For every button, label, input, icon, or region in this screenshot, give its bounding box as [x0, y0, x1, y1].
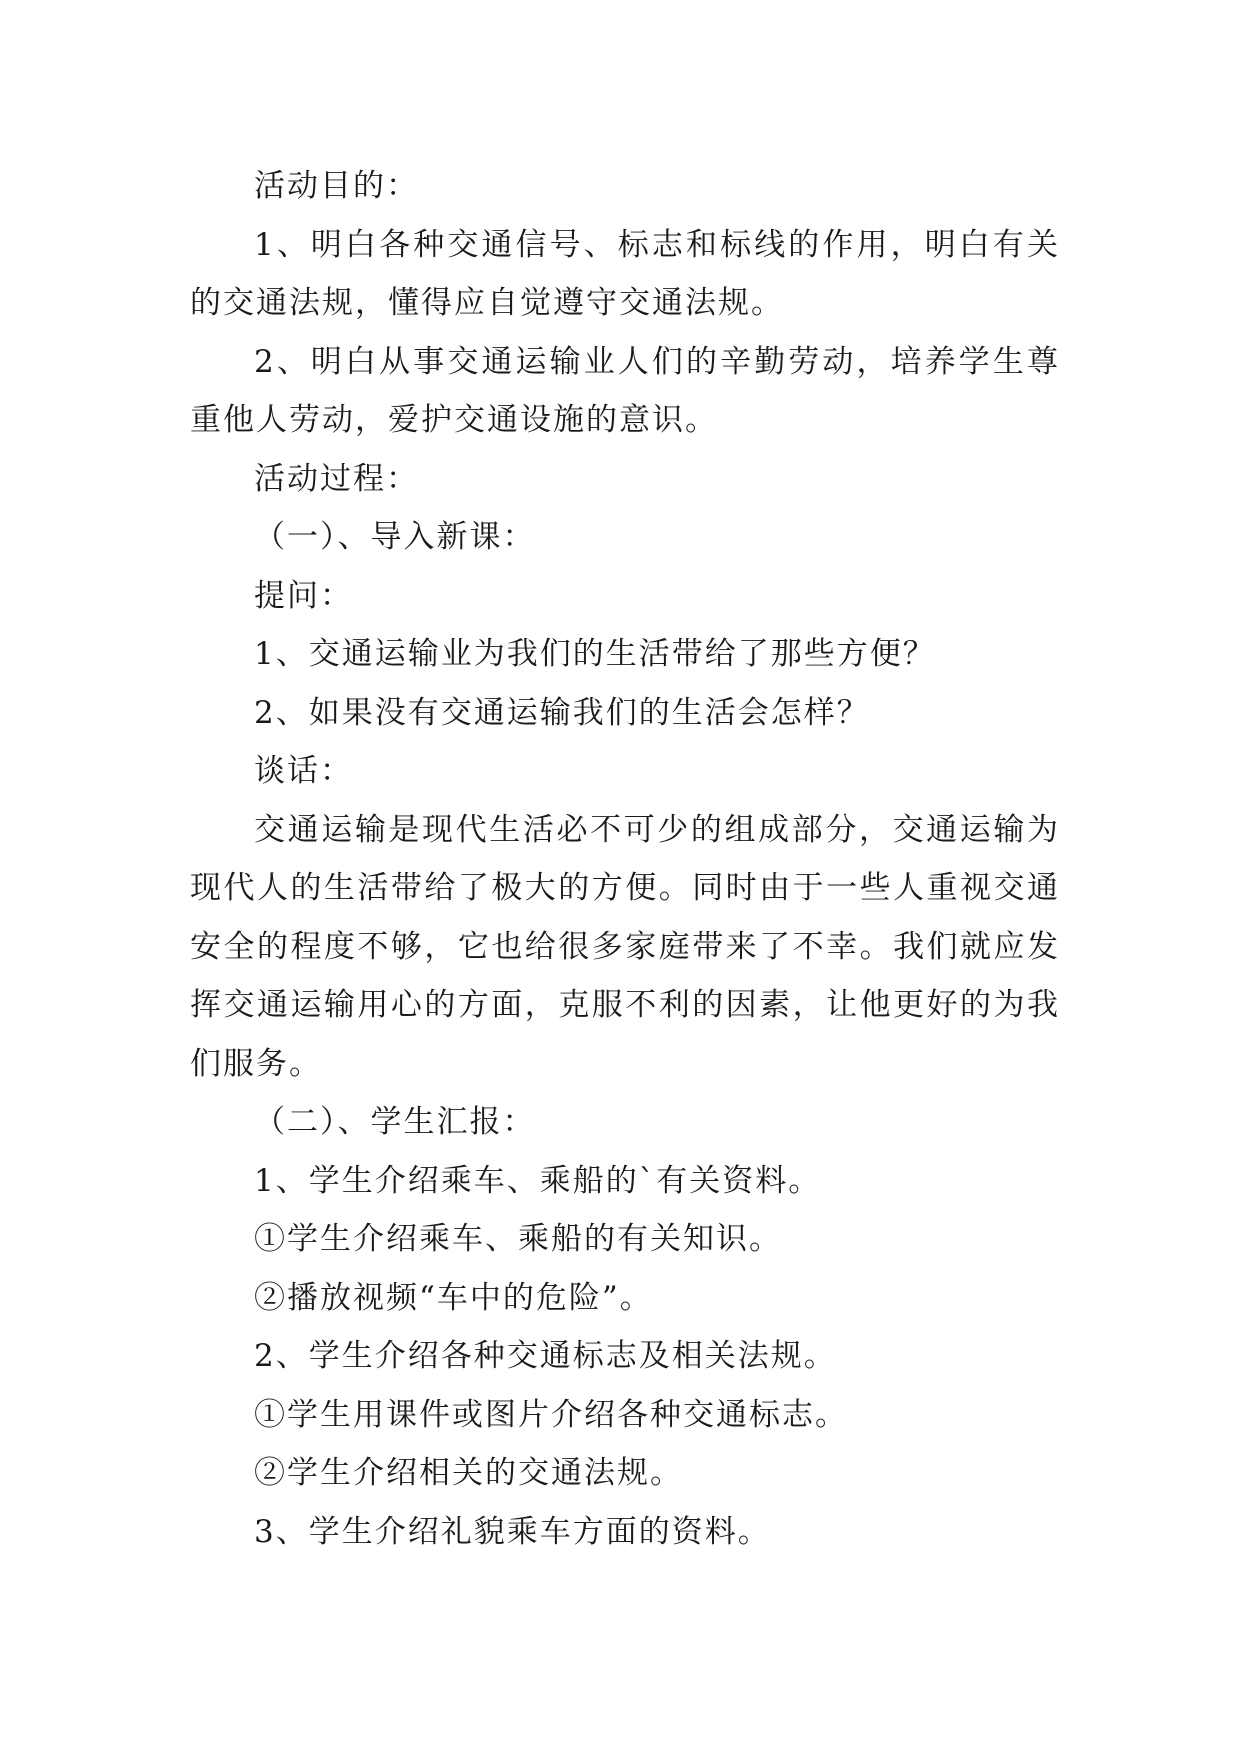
document-body: [190, 157, 1060, 1561]
objective-item-2: 2、明白从事交通运输业人们的辛勤劳动，培养学生尊重他人劳动，爱护交通设施的意识。: [190, 343, 1060, 438]
section-heading-objectives: 活动目的：: [254, 168, 419, 204]
report-subitem-1a: ①学生介绍乘车、乘船的有关知识。: [254, 1221, 782, 1257]
report-subitem-2a: ①学生用课件或图片介绍各种交通标志。: [254, 1396, 848, 1433]
section-heading-process: 活动过程：: [254, 460, 419, 497]
report-subitem-1b: ②播放视频“车中的危险”。: [254, 1279, 653, 1316]
talk-paragraph: 交通运输是现代生活必不可少的组成部分，交通运输为现代人的生活带给了极大的方便。同时由于一些人重视交通安全的程度不够，它也给很多家庭带来了不幸。我们就应发挥交通运输用心的方面，克服不利的因素，让他更好的为我们服务。: [190, 811, 1060, 1082]
report-subitem-2b: ②学生介绍相关的交通法规。: [254, 1455, 683, 1491]
label-talk: 谈话：: [254, 753, 353, 789]
report-item-2: 2、学生介绍各种交通标志及相关法规。: [254, 1338, 837, 1374]
question-item-2: 2、如果没有交通运输我们的生活会怎样？: [254, 694, 870, 731]
subsection-heading-intro: （一）、导入新课：: [254, 519, 536, 555]
report-item-3: 3、学生介绍礼貌乘车方面的资料。: [254, 1513, 771, 1550]
label-questions: 提问：: [254, 577, 353, 614]
report-item-1: 1、学生介绍乘车、乘船的`有关资料。: [254, 1162, 822, 1199]
question-item-1: 1、交通运输业为我们的生活带给了那些方便？: [254, 636, 936, 672]
subsection-heading-report: （二）、学生汇报：: [254, 1104, 536, 1140]
objective-item-1: 1、明白各种交通信号、标志和标线的作用，明白有关的交通法规，懂得应自觉遵守交通法规。: [190, 226, 1060, 321]
